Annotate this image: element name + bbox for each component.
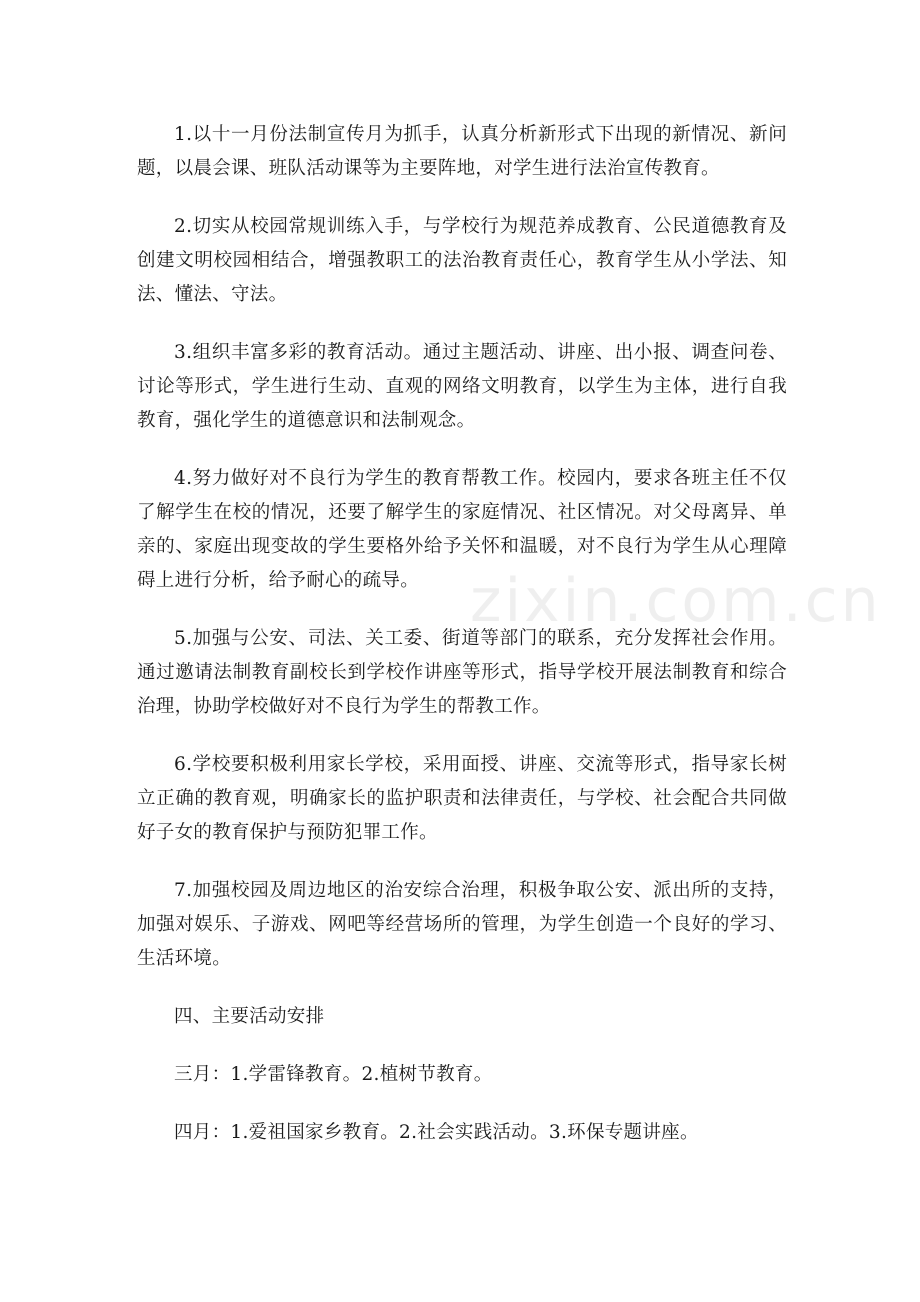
paragraph-3: 3.组织丰富多彩的教育活动。通过主题活动、讲座、出小报、调查问卷、讨论等形式，学生进行生动、直观的网络文明教育，以学生为主体，进行自我教育，强化学生的道德意识和法制观念。: [137, 342, 787, 431]
paragraph-2: 2.切实从校园常规训练入手，与学校行为规范养成教育、公民道德教育及创建文明校园相结合，增强教职工的法治教育责任心，教育学生从小学法、知法、懂法、守法。: [137, 216, 787, 305]
paragraph-4: 4.努力做好对不良行为学生的教育帮教工作。校园内，要求各班主任不仅了解学生在校的情况，还要了解学生的家庭情况、社区情况。对父母离异、单亲的、家庭出现变故的学生要格外给予关怀和温暖，对不良行为学生从心理障碍上进行分析，给予耐心的疏导。: [137, 468, 787, 591]
paragraph-5: 5.加强与公安、司法、关工委、街道等部门的联系，充分发挥社会作用。通过邀请法制教育副校长到学校作讲座等形式，指导学校开展法制教育和综合治理，协助学校做好对不良行为学生的帮教工作。: [137, 628, 787, 717]
paragraph-7: 7.加强校园及周边地区的治安综合治理，积极争取公安、派出所的支持，加强对娱乐、子游戏、网吧等经营场所的管理，为学生创造一个良好的学习、生活环境。: [137, 880, 787, 969]
document-page: [137, 118, 787, 1174]
schedule-march: 三月：1.学雷锋教育。2.植树节教育。: [174, 1064, 493, 1085]
schedule-april: 四月：1.爱祖国家乡教育。2.社会实践活动。3.环保专题讲座。: [174, 1122, 699, 1143]
paragraph-1: 1.以十一月份法制宣传月为抓手，认真分析新形式下出现的新情况、新问题，以晨会课、班队活动课等为主要阵地，对学生进行法治宣传教育。: [137, 124, 787, 179]
watermark: zixin.com.cn: [470, 566, 882, 636]
paragraph-6: 6.学校要积极利用家长学校，采用面授、讲座、交流等形式，指导家长树立正确的教育观，明确家长的监护职责和法律责任，与学校、社会配合共同做好子女的教育保护与预防犯罪工作。: [137, 754, 787, 843]
section-heading: 四、主要活动安排: [174, 1006, 325, 1027]
